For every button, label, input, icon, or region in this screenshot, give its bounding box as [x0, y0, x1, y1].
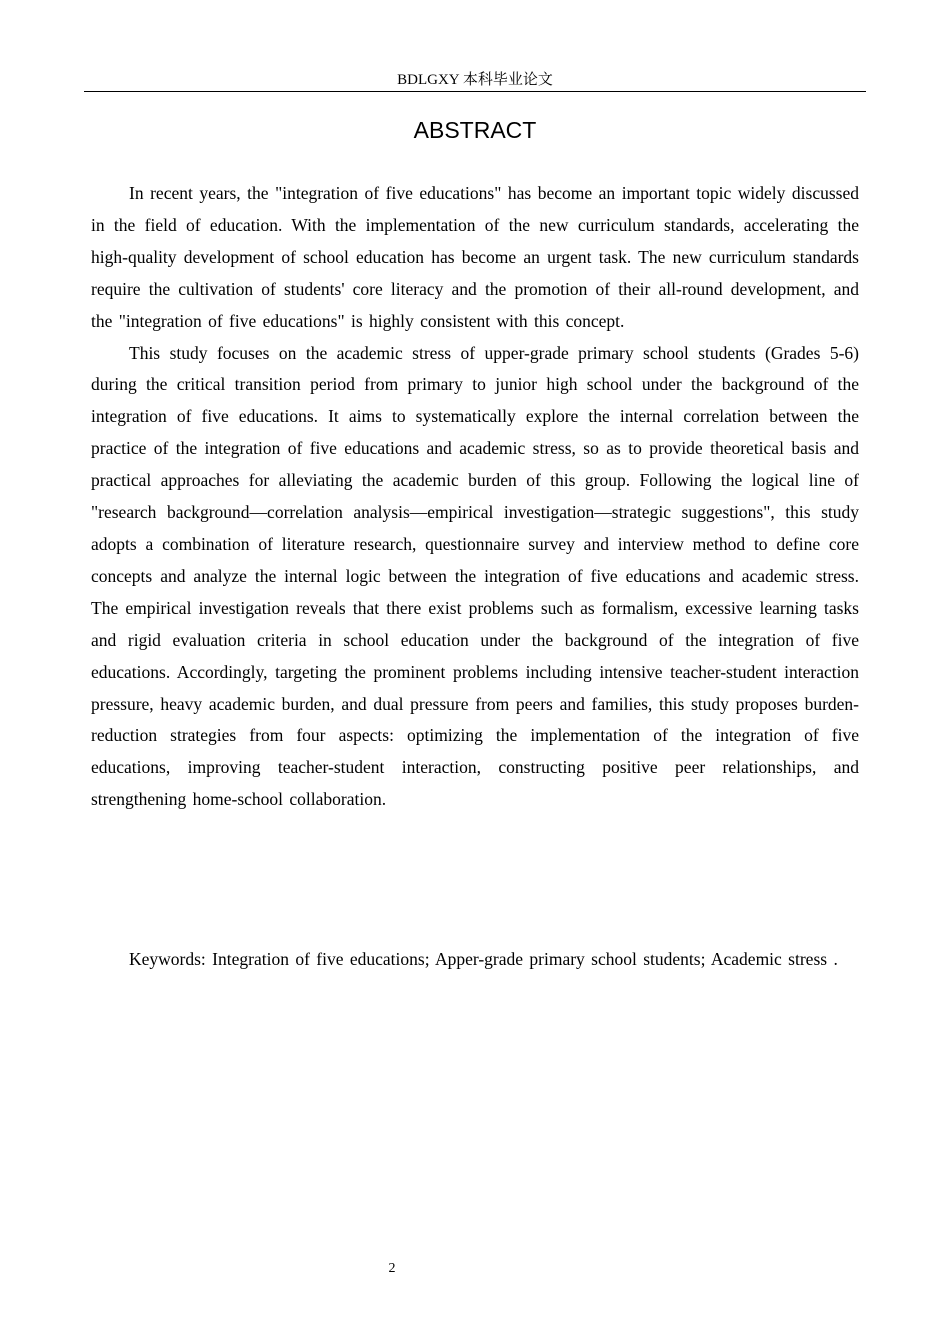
header-rule [84, 91, 866, 92]
abstract-paragraph-2: This study focuses on the academic stress of upper-grade primary school students (Grades 5-6) during the critical transition period from primary to junior high school under the background of the integration of five educations. It aims to systematically explore the internal correlation between the practice of the integration of five educations and academic stress, so as to provide theoretical basis and practical approaches for alleviating the academic burden of this group. Following the logical line of "research background—correlation analysis—empirical investigation—strategic suggestions", this study adopts a combination of literature research, questionnaire survey and interview method to define core concepts and analyze the internal logic between the integration of five educations and academic stress. The empirical investigation reveals that there exist problems such as formalism, excessive learning tasks and rigid evaluation criteria in school education under the background of the integration of five educations. Accordingly, targeting the prominent problems including intensive teacher-student interaction pressure, heavy academic burden, and dual pressure from peers and families, this study proposes burden-reduction strategies from four aspects: optimizing the implementation of the integration of five educations, improving teacher-student interaction, constructing positive peer relationships, and strengthening home-school collaboration. [91, 342, 859, 810]
abstract-body [91, 178, 859, 816]
abstract-paragraph-1: In recent years, the "integration of five educations" has become an important topic widely discussed in the field of education. With the implementation of the new curriculum standards, accelerating the high-quality development of school education has become an urgent task. The new curriculum standards require the cultivation of students' core literacy and the promotion of their all-round development, and the "integration of five educations" is highly consistent with this concept. [91, 183, 859, 331]
abstract-title: ABSTRACT [413, 117, 537, 143]
running-header: BDLGXY 本科毕业论文 [397, 72, 553, 88]
keywords: Keywords: Integration of five educations; Apper-grade primary school students; Academic stress . [129, 949, 838, 969]
page-number: 2 [388, 1261, 396, 1276]
